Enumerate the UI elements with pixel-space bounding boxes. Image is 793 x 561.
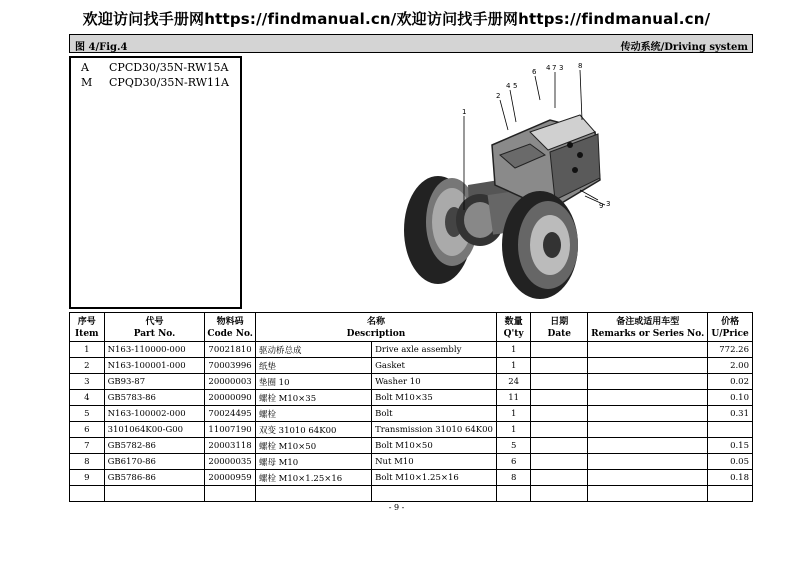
cell-item: 5 — [70, 406, 105, 422]
callout-4b: 4 — [546, 64, 551, 72]
cell-code: 20000090 — [205, 390, 256, 406]
col-desc-cn: 名称 — [255, 313, 496, 328]
cell-item: 2 — [70, 358, 105, 374]
cell-cn: 螺栓 M10×1.25×16 — [255, 470, 371, 486]
model-code: M — [81, 76, 93, 89]
cell-price: 0.10 — [708, 390, 753, 406]
cell-en: Nut M10 — [372, 454, 497, 470]
callout-5: 5 — [513, 82, 518, 90]
cell-part: GB93-87 — [104, 374, 205, 390]
cell-remarks — [588, 454, 708, 470]
cell-item: 6 — [70, 422, 105, 438]
cell-part: N163-100002-000 — [104, 406, 205, 422]
cell-date — [531, 358, 588, 374]
cell-qty: 1 — [496, 342, 530, 358]
cell-code: 11007190 — [205, 422, 256, 438]
cell-qty: 1 — [496, 358, 530, 374]
col-desc-en: Description — [255, 327, 496, 342]
col-part-cn: 代号 — [104, 313, 205, 328]
cell-cn: 螺栓 — [255, 406, 371, 422]
cell-en: Gasket — [372, 358, 497, 374]
cell-date — [531, 486, 588, 502]
cell-qty: 5 — [496, 438, 530, 454]
cell-part: GB5782-86 — [104, 438, 205, 454]
cell-en: Washer 10 — [372, 374, 497, 390]
cell-price: 772.26 — [708, 342, 753, 358]
cell-qty: 24 — [496, 374, 530, 390]
callout-1: 1 — [462, 108, 467, 116]
cell-remarks — [588, 486, 708, 502]
callout-3b: 3 — [606, 200, 611, 208]
callout-8: 8 — [578, 62, 583, 70]
right-wheel — [502, 191, 578, 299]
cell-price: 2.00 — [708, 358, 753, 374]
figure-label: 图 4/Fig.4 — [75, 42, 128, 53]
table-row — [70, 438, 753, 454]
cell-item: 3 — [70, 374, 105, 390]
col-price-en: U/Price — [708, 327, 753, 342]
table-row — [70, 486, 753, 502]
watermark-banner: 欢迎访问找手册网https://findmanual.cn/欢迎访问找手册网https://findmanual.cn/ — [82, 10, 711, 28]
cell-cn: 垫圈 10 — [255, 374, 371, 390]
cell-remarks — [588, 358, 708, 374]
cell-price: 0.15 — [708, 438, 753, 454]
callout-4: 4 — [506, 82, 511, 90]
cell-date — [531, 406, 588, 422]
cell-item: 7 — [70, 438, 105, 454]
cell-qty: 1 — [496, 422, 530, 438]
cell-item: 4 — [70, 390, 105, 406]
table-row — [70, 390, 753, 406]
cell-en — [372, 486, 497, 502]
model-row — [81, 61, 228, 74]
cell-item — [70, 486, 105, 502]
cell-part: GB6170-86 — [104, 454, 205, 470]
cell-qty: 8 — [496, 470, 530, 486]
table-row — [70, 342, 753, 358]
col-code-cn: 物料码 — [205, 313, 256, 328]
cell-date — [531, 374, 588, 390]
cell-remarks — [588, 374, 708, 390]
cell-date — [531, 422, 588, 438]
model-list-box — [69, 56, 242, 309]
cell-part: N163-100001-000 — [104, 358, 205, 374]
model-code: A — [81, 61, 89, 74]
col-code-en: Code No. — [205, 327, 256, 342]
cell-date — [531, 390, 588, 406]
col-qty-en: Q'ty — [496, 327, 530, 342]
cell-date — [531, 454, 588, 470]
cell-item: 8 — [70, 454, 105, 470]
table-row — [70, 470, 753, 486]
page-number: - 9 - — [388, 503, 405, 512]
cell-part: GB5783-86 — [104, 390, 205, 406]
callout-3: 3 — [559, 64, 564, 72]
cell-en: Drive axle assembly — [372, 342, 497, 358]
table-row — [70, 454, 753, 470]
cell-cn: 螺栓 M10×35 — [255, 390, 371, 406]
table-header-cn — [70, 313, 753, 328]
cell-code: 70021810 — [205, 342, 256, 358]
cell-en: Bolt M10×1.25×16 — [372, 470, 497, 486]
cell-code: 70024495 — [205, 406, 256, 422]
drive-axle-diagram — [380, 60, 630, 310]
table-row — [70, 406, 753, 422]
callout-9: 9 — [599, 202, 604, 210]
cell-code — [205, 486, 256, 502]
col-part-en: Part No. — [104, 327, 205, 342]
cell-price — [708, 422, 753, 438]
cell-price: 0.05 — [708, 454, 753, 470]
cell-part: 3101064K00-G00 — [104, 422, 205, 438]
table-row — [70, 422, 753, 438]
callout-7: 7 — [552, 64, 557, 72]
cell-price — [708, 486, 753, 502]
cell-qty: 1 — [496, 406, 530, 422]
cell-remarks — [588, 438, 708, 454]
model-name: CPQD30/35N-RW11A — [109, 76, 229, 89]
cell-date — [531, 470, 588, 486]
cell-price: 0.18 — [708, 470, 753, 486]
col-date-cn: 日期 — [531, 313, 588, 328]
callout-6: 6 — [532, 68, 537, 76]
callout-2: 2 — [496, 92, 501, 100]
col-remarks-cn: 备注或适用车型 — [588, 313, 708, 328]
col-remarks-en: Remarks or Series No. — [588, 327, 708, 342]
cell-part — [104, 486, 205, 502]
cell-cn: 双变 31010 64K00 — [255, 422, 371, 438]
cell-en: Bolt M10×35 — [372, 390, 497, 406]
model-name: CPCD30/35N-RW15A — [109, 61, 229, 74]
cell-code: 20000035 — [205, 454, 256, 470]
cell-code: 70003996 — [205, 358, 256, 374]
table-row — [70, 374, 753, 390]
cell-cn: 螺栓 M10×50 — [255, 438, 371, 454]
cell-cn — [255, 486, 371, 502]
col-item-cn: 序号 — [70, 313, 105, 328]
cell-cn: 纸垫 — [255, 358, 371, 374]
cell-cn: 螺母 M10 — [255, 454, 371, 470]
parts-table — [69, 312, 753, 502]
cell-price: 0.02 — [708, 374, 753, 390]
cell-en: Bolt M10×50 — [372, 438, 497, 454]
col-price-cn: 价格 — [708, 313, 753, 328]
cell-remarks — [588, 390, 708, 406]
cell-cn: 驱动桥总成 — [255, 342, 371, 358]
cell-price: 0.31 — [708, 406, 753, 422]
col-item-en: Item — [70, 327, 105, 342]
figure-title: 传动系统/Driving system — [620, 42, 748, 53]
figure-header-bar — [69, 34, 753, 53]
cell-part: GB5786-86 — [104, 470, 205, 486]
cell-item: 1 — [70, 342, 105, 358]
cell-remarks — [588, 422, 708, 438]
model-row — [81, 76, 229, 89]
cell-remarks — [588, 470, 708, 486]
cell-code: 20000959 — [205, 470, 256, 486]
cell-en: Bolt — [372, 406, 497, 422]
cell-date — [531, 342, 588, 358]
table-header-en — [70, 327, 753, 342]
cell-item: 9 — [70, 470, 105, 486]
cell-remarks — [588, 342, 708, 358]
col-qty-cn: 数量 — [496, 313, 530, 328]
cell-qty — [496, 486, 530, 502]
col-date-en: Date — [531, 327, 588, 342]
cell-date — [531, 438, 588, 454]
cell-part: N163-110000-000 — [104, 342, 205, 358]
cell-code: 20003118 — [205, 438, 256, 454]
cell-qty: 11 — [496, 390, 530, 406]
cell-en: Transmission 31010 64K00 — [372, 422, 497, 438]
cell-qty: 6 — [496, 454, 530, 470]
cell-code: 20000003 — [205, 374, 256, 390]
table-row — [70, 358, 753, 374]
cell-remarks — [588, 406, 708, 422]
